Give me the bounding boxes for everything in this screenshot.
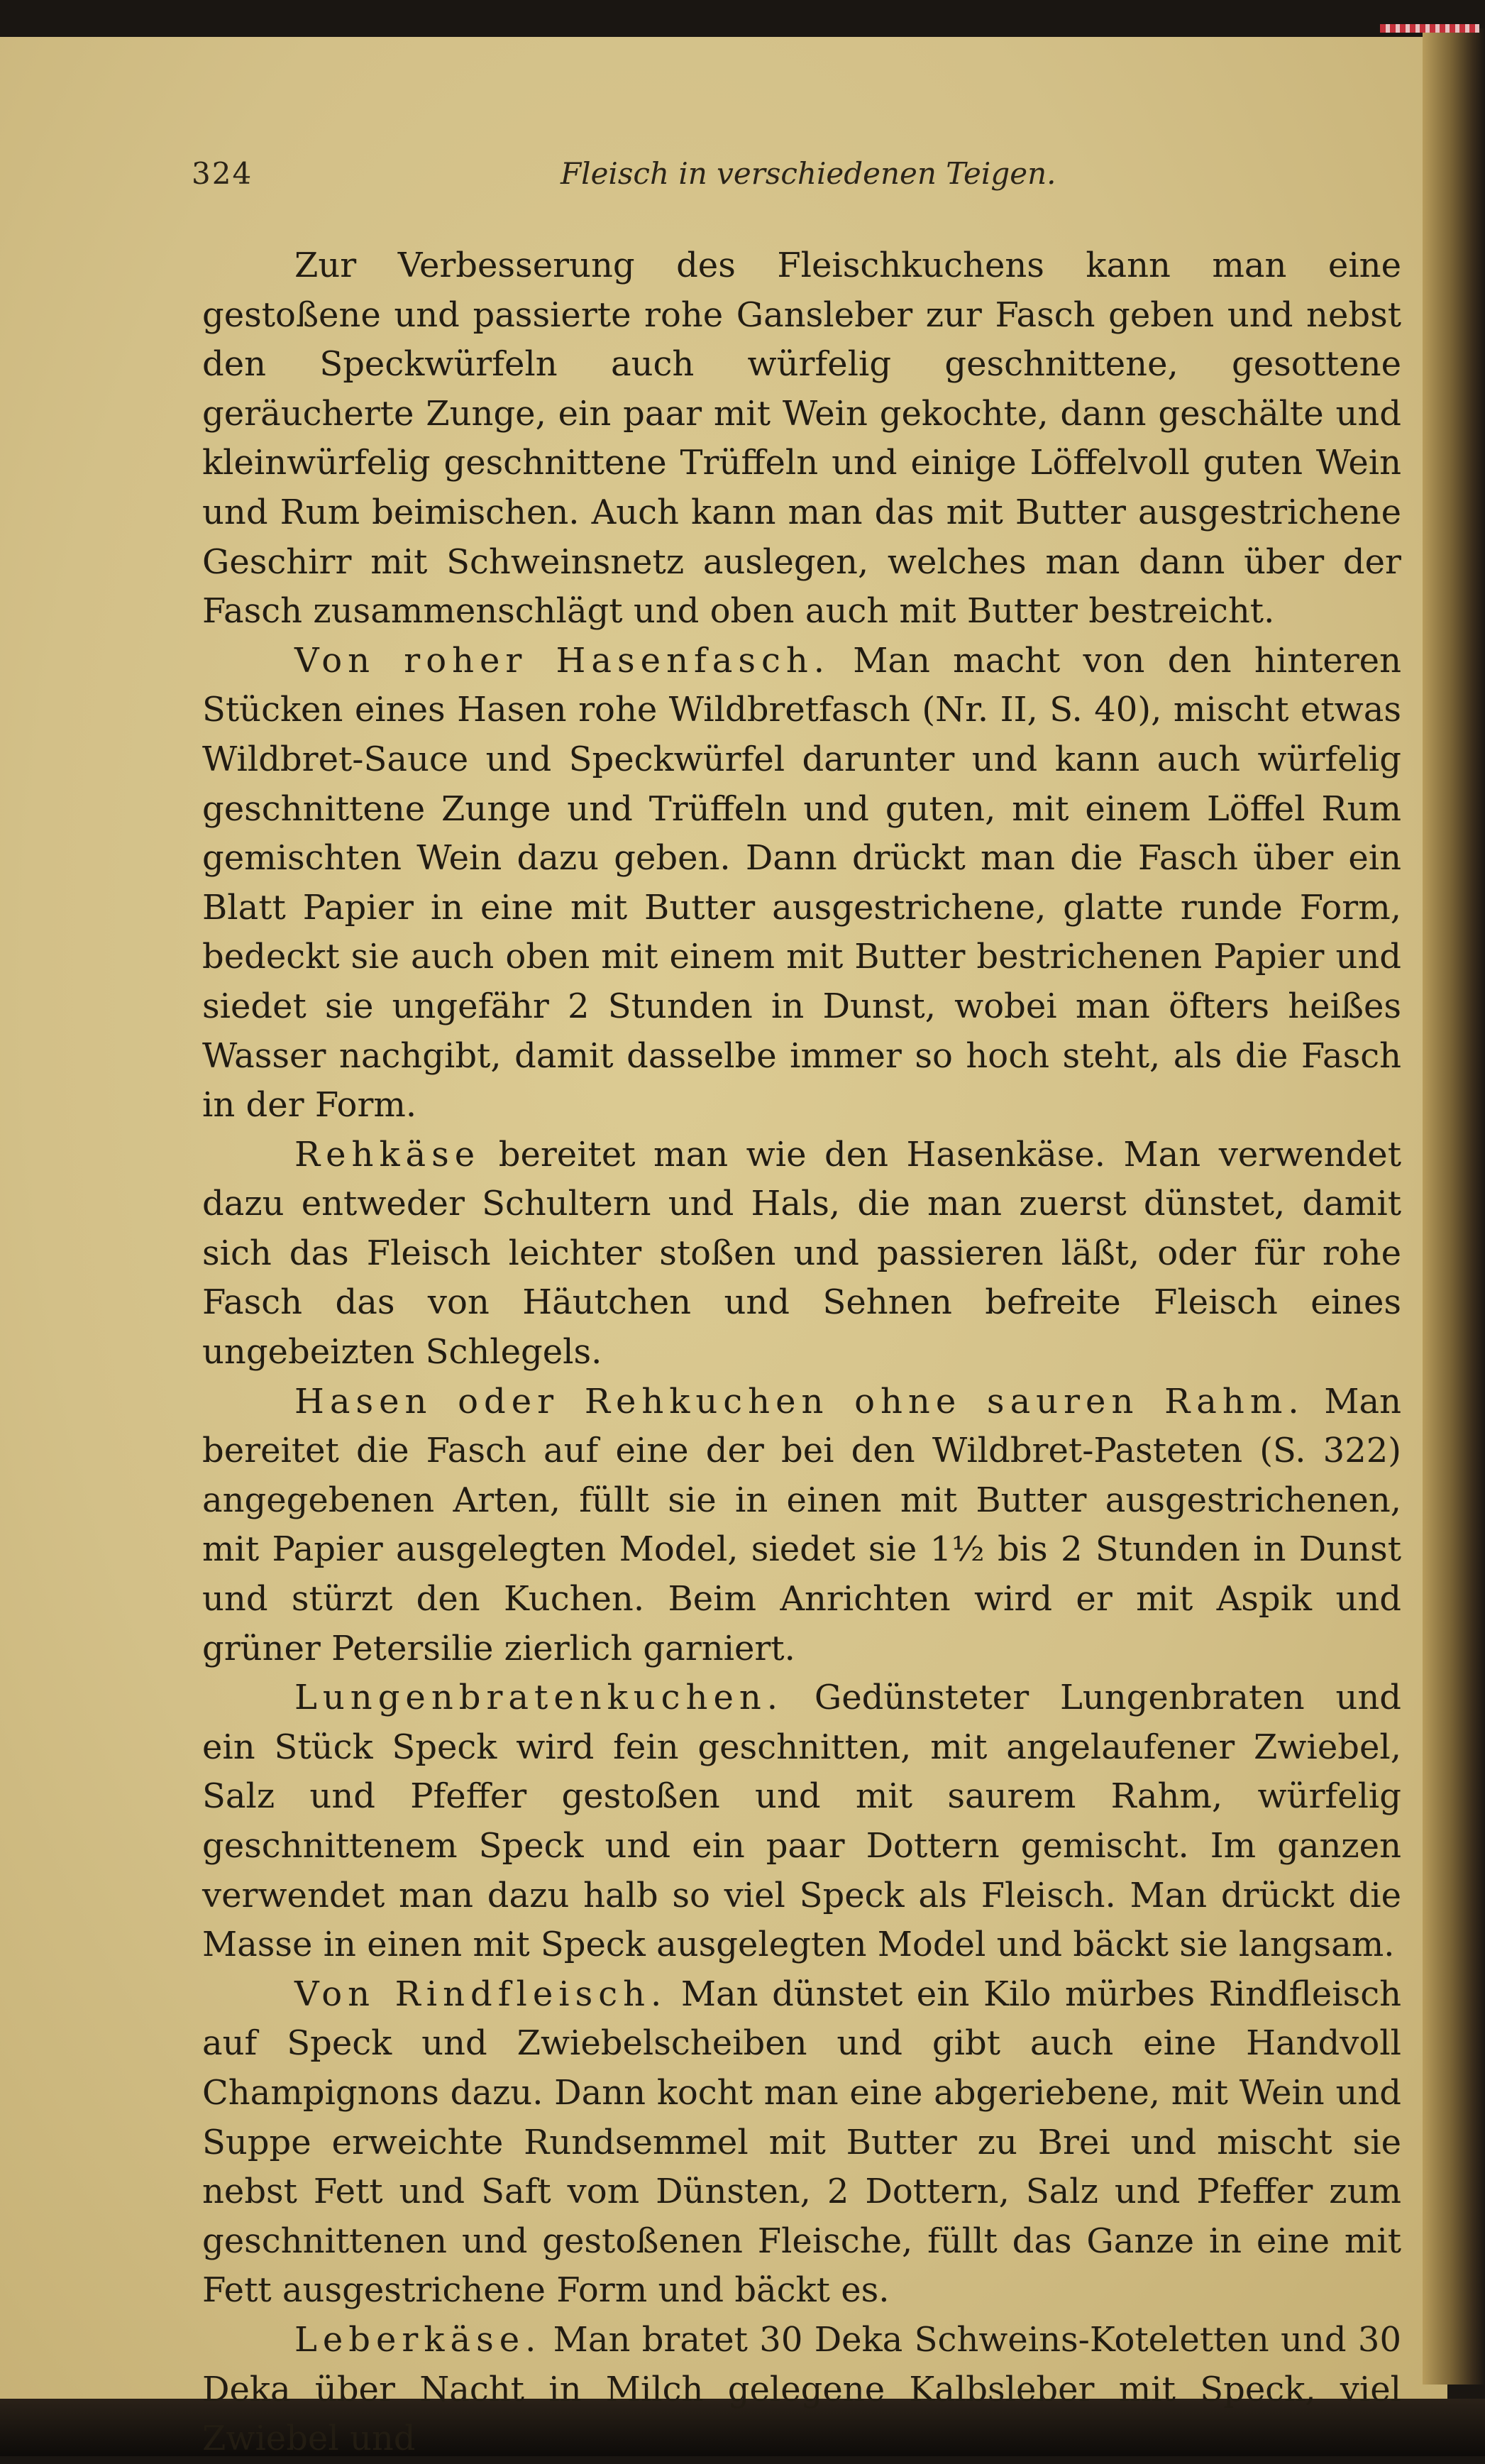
paragraph-text: Gedünsteter Lungenbraten und ein Stück Speck wird fein geschnitten, mit angelaufener Zwiebel, Salz und Pfeffer gestoßen und mit saurem Rahm, würfelig geschnittenem Speck und ein paar Dottern gemischt. Im ganzen verwendet man dazu halb so viel Speck als Fleisch. Man drückt die Masse in einen mit Speck ausgelegten Model und bäckt sie langsam. (202, 1678, 1401, 1965)
paragraph (202, 1131, 1401, 1377)
paragraph (202, 1673, 1401, 1970)
paragraph-text: Man bratet 30 Deka Schweins-Koteletten und 30 Deka über Nacht in Milch gelegene Kalbsleber mit Speck, viel Zwiebel und (202, 2319, 1401, 2459)
paragraph (202, 637, 1401, 1131)
page-number: 324 (192, 156, 253, 191)
paragraph (202, 1377, 1401, 1674)
recipe-heading: Rehkäse (294, 1134, 481, 1175)
paragraph-text: Man bereitet die Fasch auf eine der bei den Wildbret-Pasteten (S. 322) angegebenen Arten, füllt sie in einen mit Butter ausgestrichenen, mit Papier ausgelegten Model, siedet sie 1½ bis 2 Stunden in Dunst und stürzt den Kuchen. Beim Anrichten wird er mit Aspik und grüner Petersilie zierlich garniert. (202, 1381, 1401, 1668)
running-title: Fleisch in verschiedenen Teigen. (561, 156, 1056, 191)
paragraph (202, 2316, 1401, 2464)
recipe-heading: Von Rindfleisch. (294, 1974, 668, 2014)
paragraph (202, 1970, 1401, 2316)
paragraph-text: Zur Verbesserung des Fleischkuchens kann man eine gestoßene und passierte rohe Gansleber zur Fasch geben und nebst den Speckwürfeln auch würfelig geschnittene, gesottene geräucherte Zunge, ein paar mit Wein gekochte, dann geschälte und kleinwürfelig geschnittene Trüffeln und einige Löffelvoll guten Wein und Rum beimischen. Auch kann man das mit Butter ausgestrichene Geschirr mit Schweinsnetz auslegen, welches man dann über der Fasch zusammenschlägt und oben auch mit Butter bestreicht. (202, 246, 1401, 632)
paragraph (202, 241, 1401, 637)
book-gutter (1423, 28, 1485, 2385)
recipe-heading: Hasen oder Rehkuchen ohne sauren Rahm. (294, 1381, 1305, 1421)
paragraph-text: bereitet man wie den Hasenkäse. Man verwendet dazu entweder Schultern und Hals, die man zuerst dünstet, damit sich das Fleisch leichter stoßen und passieren läßt, oder für rohe Fasch das von Häutchen und Sehnen befreite Fleisch eines ungebeizten Schlegels. (202, 1134, 1401, 1373)
recipe-heading: Von roher Hasenfasch. (294, 640, 831, 681)
page-edge-marking (1380, 24, 1479, 33)
paragraph-text: Man macht von den hinteren Stücken eines Hasen rohe Wildbretfasch (Nr. II, S. 40), mischt etwas Wildbret-Sauce und Speckwürfel darunter und kann auch würfelig geschnittene Zunge und Trüffeln und guten, mit einem Löffel Rum gemischten Wein dazu geben. Dann drückt man die Fasch über ein Blatt Papier in eine mit Butter ausgestrichene, glatte runde Form, bedeckt sie auch oben mit einem mit Butter bestrichenen Papier und siedet sie ungefähr 2 Stunden in Dunst, wobei man öfters heißes Wasser nachgibt, damit dasselbe immer so hoch steht, als die Fasch in der Form. (202, 640, 1401, 1126)
recipe-heading: Leberkäse. (294, 2319, 542, 2360)
body-text (202, 241, 1401, 2464)
page-header (192, 156, 1398, 199)
recipe-heading: Lungenbratenkuchen. (294, 1678, 784, 1718)
paragraph-text: Man dünstet ein Kilo mürbes Rindfleisch auf Speck und Zwiebelscheiben und gibt auch eine Handvoll Champignons dazu. Dann kocht man eine abgeriebene, mit Wein und Suppe erweichte Rundsemmel mit Butter zu Brei und mischt sie nebst Fett und Saft vom Dünsten, 2 Dottern, Salz und Pfeffer zum geschnittenen und gestoßenen Fleische, füllt das Ganze in eine mit Fett ausgestrichene Form und bäckt es. (202, 1974, 1401, 2311)
